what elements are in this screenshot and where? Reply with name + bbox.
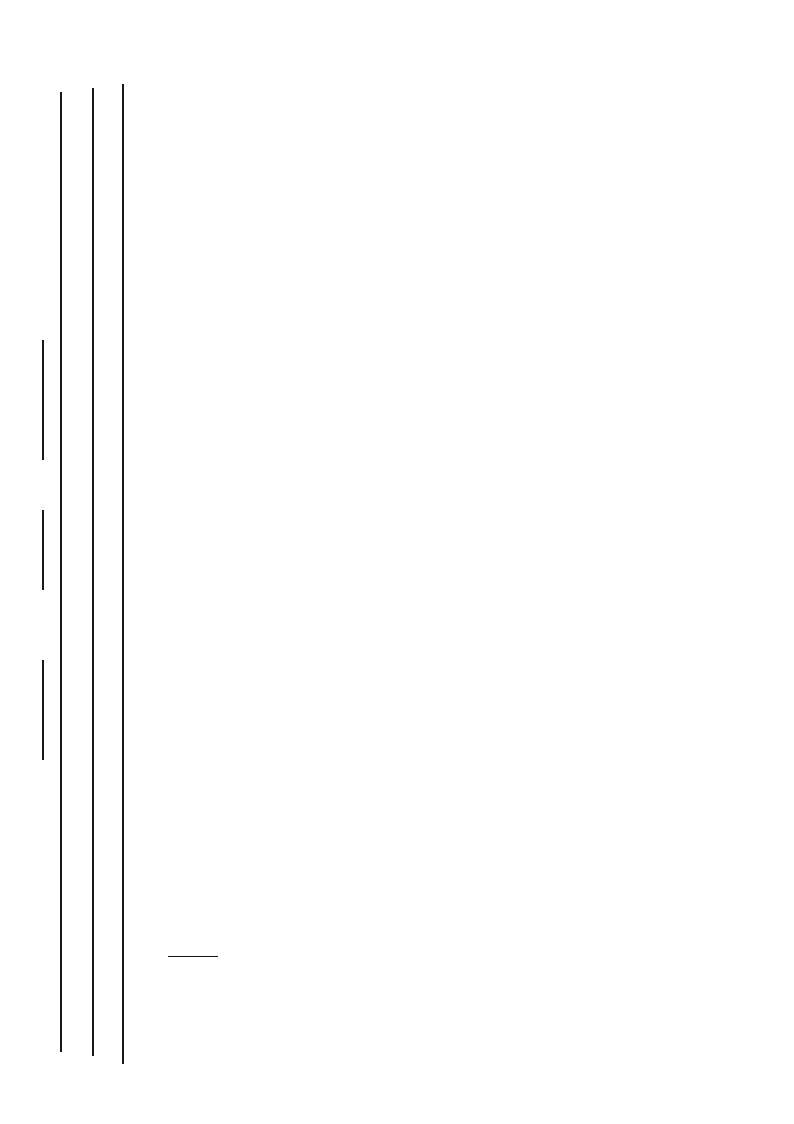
seal-line-column xyxy=(66,100,88,1050)
margin-rule-middle xyxy=(92,88,94,1056)
margin-rule-right xyxy=(122,84,124,1064)
margin-rule-left xyxy=(60,92,62,1052)
student-id-fill-line xyxy=(42,510,44,590)
class-fill-line xyxy=(42,660,44,760)
cloze-paragraph-2 xyxy=(142,942,770,964)
name-fill-line xyxy=(42,340,44,460)
cloze-blank-25[interactable] xyxy=(168,956,218,957)
binding-margin xyxy=(0,0,130,1124)
